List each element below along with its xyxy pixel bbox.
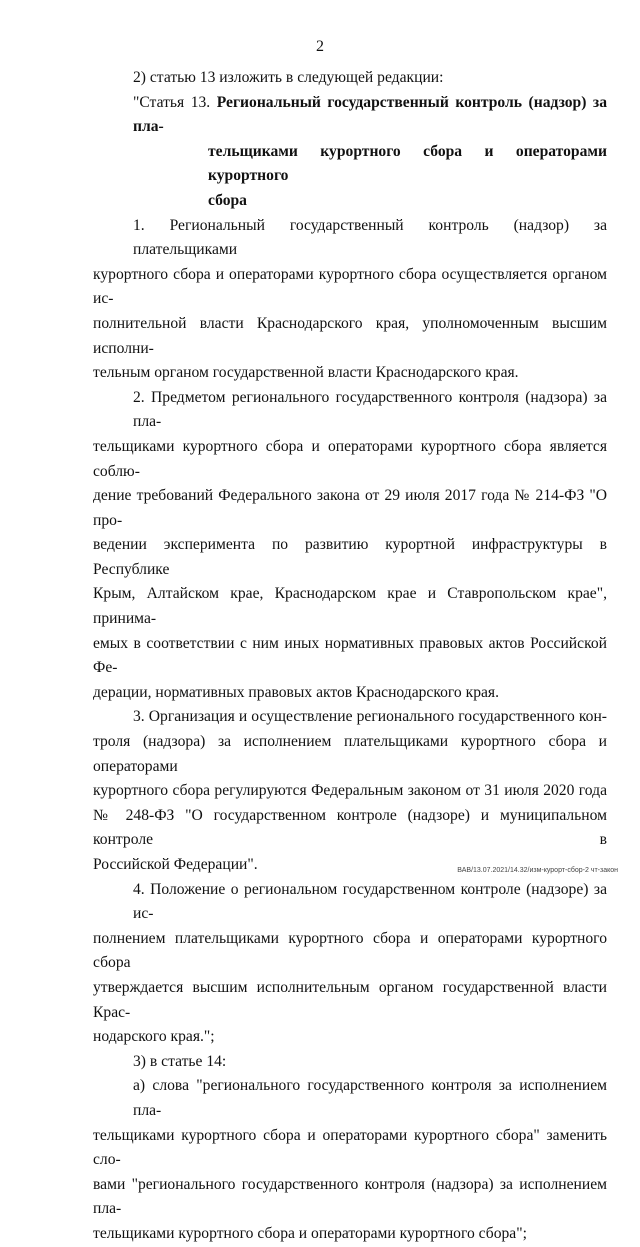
paragraph-line: 1. Региональный государственный контроль (надзор) за плательщиками [133,216,607,259]
paragraph-line: дерации, нормативных правовых актов Краснодарского края. [93,683,499,701]
paragraph-line: нодарского края."; [93,1028,215,1046]
paragraph-line: Крым, Алтайском крае, Краснодарском крае и Ставропольском крае", принима- [93,585,607,628]
intro-line: 2) статью 13 изложить в следующей редакции: [133,69,444,86]
paragraph-line: курортного сбора и операторами курортного сбора осуществляется органом ис- [93,265,607,308]
page-number: 2 [316,38,324,55]
paragraph [93,1050,607,1075]
paragraph [93,1074,607,1246]
paragraph-line: а) слова "регионального государственного контроля за исполнением пла- [133,1077,607,1119]
paragraph-line: Российской Федерации". [93,856,258,873]
paragraph [93,386,607,706]
paragraph-line: полнением плательщиками курортного сбора и операторами курортного сбора [93,929,607,972]
paragraph-line: 2. Предметом регионального государственного контроля (надзора) за пла- [133,388,607,431]
paragraph-line: № 248-ФЗ "О государственном контроле (надзоре) и муниципальном контроле в [93,806,607,849]
paragraph [93,878,607,1050]
paragraphs [93,214,607,1247]
paragraph-line: тельщиками курортного сбора и операторами курортного сбора является соблю- [93,437,607,480]
article-title-part-3: сбора [208,191,247,209]
article-title-part-1: Региональный государственный контроль (надзор) за пла- [133,93,607,136]
paragraph-line: емых в соответствии с ним иных нормативных правовых актов Российской Фе- [93,634,607,677]
article-title-part-2: тельщиками курортного сбора и операторами курортного [208,142,607,185]
article-heading-line-1 [133,91,607,140]
article-number: "Статья 13. [133,93,211,111]
paragraph-line: полнительной власти Краснодарского края, уполномоченным высшим исполни- [93,314,607,357]
paragraph-line: троля (надзора) за исполнением плательщиками курортного сбора и операторами [93,733,607,775]
paragraph-line: утверждается высшим исполнительным органом государственной власти Крас- [93,978,607,1021]
footer-note: ВАВ/13.07.2021/14.32/изм-курорт-сбор-2 чт-закон [457,867,618,874]
document-body [93,66,607,1247]
paragraph [93,705,607,877]
paragraph [93,214,607,386]
paragraph-line: тельщиками курортного сбора и операторами курортного сбора"; [93,1224,527,1242]
paragraph-line: тельщиками курортного сбора и операторами курортного сбора" заменить сло- [93,1126,607,1169]
paragraph-line: тельным органом государственной власти Краснодарского края. [93,364,519,382]
article-heading [93,91,607,214]
paragraph-line: ведении эксперимента по развитию курортной инфраструктуры в Республике [93,536,607,578]
paragraph-line: 3) в статье 14: [133,1052,227,1070]
paragraph-line: дение требований Федерального закона от 29 июля 2017 года № 214-ФЗ "О про- [93,487,607,529]
paragraph-line: вами "регионального государственного контроля (надзора) за исполнением пла- [93,1175,607,1218]
paragraph-line: 4. Положение о региональном государственном контроле (надзоре) за ис- [133,880,607,923]
paragraph-line: курортного сбора регулируются Федеральным законом от 31 июля 2020 года [93,782,607,800]
paragraph-line: 3. Организация и осуществление регионального государственного кон- [133,708,607,726]
